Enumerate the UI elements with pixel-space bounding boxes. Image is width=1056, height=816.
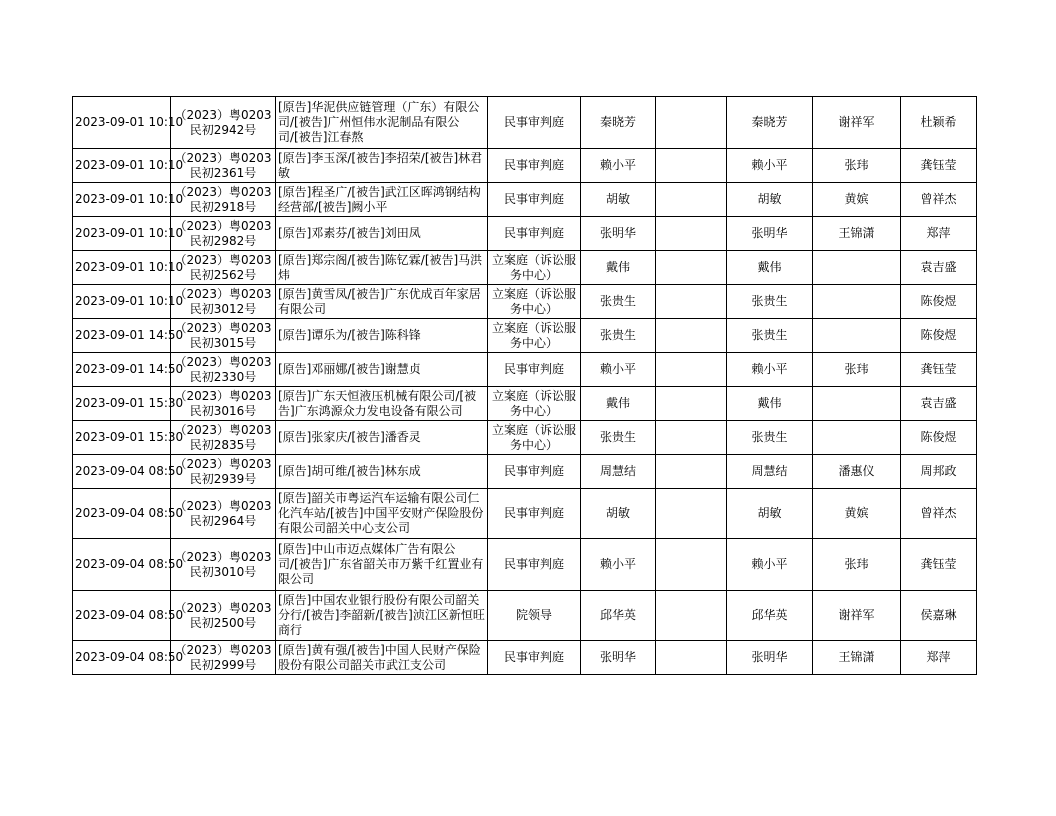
hearing-time-cell: 2023-09-04 08:50 <box>73 591 171 641</box>
case-number-cell: （2023）粤0203民初3016号 <box>171 387 276 421</box>
table-row <box>73 539 977 591</box>
panel-member-cell <box>813 421 901 455</box>
presiding-judge-cell: 胡敏 <box>727 183 813 217</box>
parties-cell: [原告]张家庆/[被告]潘香灵 <box>276 421 488 455</box>
parties-cell: [原告]郑宗阁/[被告]陈钇霖/[被告]马洪炜 <box>276 251 488 285</box>
clerk-cell: 郑萍 <box>901 217 977 251</box>
case-number-cell: （2023）粤0203民初2982号 <box>171 217 276 251</box>
department-cell: 立案庭（诉讼服务中心） <box>488 285 581 319</box>
undertaking-judge-cell: 胡敏 <box>581 183 656 217</box>
hearing-time-cell: 2023-09-01 14:50 <box>73 353 171 387</box>
hearing-time-cell: 2023-09-01 14:50 <box>73 319 171 353</box>
presiding-judge-cell: 戴伟 <box>727 251 813 285</box>
parties-cell: [原告]黄有强/[被告]中国人民财产保险股份有限公司韶关市武江支公司 <box>276 641 488 675</box>
panel-member-cell: 王锦潇 <box>813 217 901 251</box>
hearing-time-cell: 2023-09-04 08:50 <box>73 539 171 591</box>
blank-cell-cell <box>656 641 727 675</box>
presiding-judge-cell: 张贵生 <box>727 421 813 455</box>
blank-cell-cell <box>656 251 727 285</box>
undertaking-judge-cell: 张明华 <box>581 641 656 675</box>
hearing-time-cell: 2023-09-01 10:10 <box>73 217 171 251</box>
case-number-cell: （2023）粤0203民初3012号 <box>171 285 276 319</box>
blank-cell-cell <box>656 489 727 539</box>
clerk-cell: 侯嘉琳 <box>901 591 977 641</box>
parties-cell: [原告]华泥供应链管理（广东）有限公司/[被告]广州恒伟水泥制品有限公司/[被告]江春熬 <box>276 97 488 149</box>
department-cell: 民事审判庭 <box>488 641 581 675</box>
hearing-time-cell: 2023-09-01 15:30 <box>73 387 171 421</box>
table-row <box>73 387 977 421</box>
parties-cell: [原告]谭乐为/[被告]陈科锋 <box>276 319 488 353</box>
case-number-cell: （2023）粤0203民初2361号 <box>171 149 276 183</box>
table-row <box>73 149 977 183</box>
table-row <box>73 353 977 387</box>
blank-cell-cell <box>656 97 727 149</box>
presiding-judge-cell: 周慧结 <box>727 455 813 489</box>
hearing-time-cell: 2023-09-04 08:50 <box>73 455 171 489</box>
panel-member-cell: 潘惠仪 <box>813 455 901 489</box>
parties-cell: [原告]中国农业银行股份有限公司韶关分行/[被告]李韶新/[被告]浈江区新恒旺商行 <box>276 591 488 641</box>
undertaking-judge-cell: 张贵生 <box>581 285 656 319</box>
case-number-cell: （2023）粤0203民初2562号 <box>171 251 276 285</box>
undertaking-judge-cell: 戴伟 <box>581 251 656 285</box>
hearing-time-cell: 2023-09-04 08:50 <box>73 489 171 539</box>
parties-cell: [原告]李玉深/[被告]李招荣/[被告]林君敏 <box>276 149 488 183</box>
table-row <box>73 591 977 641</box>
undertaking-judge-cell: 赖小平 <box>581 539 656 591</box>
blank-cell-cell <box>656 455 727 489</box>
case-number-cell: （2023）粤0203民初2939号 <box>171 455 276 489</box>
presiding-judge-cell: 张明华 <box>727 217 813 251</box>
department-cell: 民事审判庭 <box>488 149 581 183</box>
hearing-time-cell: 2023-09-01 10:10 <box>73 149 171 183</box>
undertaking-judge-cell: 张贵生 <box>581 319 656 353</box>
hearing-time-cell: 2023-09-01 15:30 <box>73 421 171 455</box>
parties-cell: [原告]胡可维/[被告]林东成 <box>276 455 488 489</box>
department-cell: 民事审判庭 <box>488 489 581 539</box>
presiding-judge-cell: 张贵生 <box>727 285 813 319</box>
undertaking-judge-cell: 邱华英 <box>581 591 656 641</box>
case-number-cell: （2023）粤0203民初2964号 <box>171 489 276 539</box>
blank-cell-cell <box>656 149 727 183</box>
clerk-cell: 龚钰莹 <box>901 149 977 183</box>
parties-cell: [原告]黄雪凤/[被告]广东优成百年家居有限公司 <box>276 285 488 319</box>
department-cell: 民事审判庭 <box>488 353 581 387</box>
department-cell: 立案庭（诉讼服务中心） <box>488 251 581 285</box>
blank-cell-cell <box>656 183 727 217</box>
undertaking-judge-cell: 赖小平 <box>581 353 656 387</box>
undertaking-judge-cell: 周慧结 <box>581 455 656 489</box>
blank-cell-cell <box>656 591 727 641</box>
presiding-judge-cell: 戴伟 <box>727 387 813 421</box>
blank-cell-cell <box>656 285 727 319</box>
blank-cell-cell <box>656 539 727 591</box>
panel-member-cell <box>813 387 901 421</box>
undertaking-judge-cell: 张贵生 <box>581 421 656 455</box>
clerk-cell: 陈俊煜 <box>901 319 977 353</box>
hearing-time-cell: 2023-09-01 10:10 <box>73 251 171 285</box>
table-row <box>73 183 977 217</box>
presiding-judge-cell: 胡敏 <box>727 489 813 539</box>
table-row <box>73 455 977 489</box>
panel-member-cell: 张玮 <box>813 353 901 387</box>
blank-cell-cell <box>656 421 727 455</box>
blank-cell-cell <box>656 319 727 353</box>
presiding-judge-cell: 张贵生 <box>727 319 813 353</box>
hearing-schedule-table <box>72 96 977 675</box>
table-row <box>73 489 977 539</box>
table-row <box>73 97 977 149</box>
department-cell: 民事审判庭 <box>488 97 581 149</box>
department-cell: 立案庭（诉讼服务中心） <box>488 387 581 421</box>
undertaking-judge-cell: 秦晓芳 <box>581 97 656 149</box>
clerk-cell: 周邦政 <box>901 455 977 489</box>
case-number-cell: （2023）粤0203民初2330号 <box>171 353 276 387</box>
panel-member-cell <box>813 319 901 353</box>
department-cell: 民事审判庭 <box>488 183 581 217</box>
clerk-cell: 曾祥杰 <box>901 183 977 217</box>
panel-member-cell: 张玮 <box>813 539 901 591</box>
parties-cell: [原告]韶关市粤运汽车运输有限公司仁化汽车站/[被告]中国平安财产保险股份有限公司韶关中心支公司 <box>276 489 488 539</box>
case-number-cell: （2023）粤0203民初2999号 <box>171 641 276 675</box>
undertaking-judge-cell: 赖小平 <box>581 149 656 183</box>
case-number-cell: （2023）粤0203民初3015号 <box>171 319 276 353</box>
case-number-cell: （2023）粤0203民初2835号 <box>171 421 276 455</box>
case-number-cell: （2023）粤0203民初3010号 <box>171 539 276 591</box>
table-row <box>73 251 977 285</box>
presiding-judge-cell: 赖小平 <box>727 539 813 591</box>
clerk-cell: 陈俊煜 <box>901 285 977 319</box>
parties-cell: [原告]程圣广/[被告]武江区晖鸿钢结构经营部/[被告]阙小平 <box>276 183 488 217</box>
undertaking-judge-cell: 胡敏 <box>581 489 656 539</box>
blank-cell-cell <box>656 387 727 421</box>
presiding-judge-cell: 邱华英 <box>727 591 813 641</box>
table-row <box>73 421 977 455</box>
panel-member-cell: 张玮 <box>813 149 901 183</box>
blank-cell-cell <box>656 353 727 387</box>
hearing-time-cell: 2023-09-01 10:10 <box>73 97 171 149</box>
presiding-judge-cell: 赖小平 <box>727 149 813 183</box>
clerk-cell: 曾祥杰 <box>901 489 977 539</box>
department-cell: 立案庭（诉讼服务中心） <box>488 319 581 353</box>
department-cell: 立案庭（诉讼服务中心） <box>488 421 581 455</box>
panel-member-cell: 谢祥军 <box>813 97 901 149</box>
department-cell: 院领导 <box>488 591 581 641</box>
table-row <box>73 285 977 319</box>
clerk-cell: 袁吉盛 <box>901 387 977 421</box>
table-row <box>73 641 977 675</box>
presiding-judge-cell: 张明华 <box>727 641 813 675</box>
table-body <box>73 97 977 675</box>
panel-member-cell: 黄嫔 <box>813 183 901 217</box>
panel-member-cell: 谢祥军 <box>813 591 901 641</box>
panel-member-cell <box>813 285 901 319</box>
panel-member-cell: 黄嫔 <box>813 489 901 539</box>
clerk-cell: 龚钰莹 <box>901 353 977 387</box>
department-cell: 民事审判庭 <box>488 455 581 489</box>
clerk-cell: 袁吉盛 <box>901 251 977 285</box>
clerk-cell: 龚钰莹 <box>901 539 977 591</box>
department-cell: 民事审判庭 <box>488 539 581 591</box>
table-row <box>73 217 977 251</box>
panel-member-cell: 王锦潇 <box>813 641 901 675</box>
panel-member-cell <box>813 251 901 285</box>
table-row <box>73 319 977 353</box>
clerk-cell: 杜颖希 <box>901 97 977 149</box>
case-number-cell: （2023）粤0203民初2500号 <box>171 591 276 641</box>
presiding-judge-cell: 秦晓芳 <box>727 97 813 149</box>
clerk-cell: 陈俊煜 <box>901 421 977 455</box>
case-number-cell: （2023）粤0203民初2942号 <box>171 97 276 149</box>
parties-cell: [原告]邓素芬/[被告]刘田凤 <box>276 217 488 251</box>
undertaking-judge-cell: 张明华 <box>581 217 656 251</box>
hearing-time-cell: 2023-09-01 10:10 <box>73 285 171 319</box>
clerk-cell: 郑萍 <box>901 641 977 675</box>
department-cell: 民事审判庭 <box>488 217 581 251</box>
parties-cell: [原告]邓丽娜/[被告]谢慧贞 <box>276 353 488 387</box>
hearing-time-cell: 2023-09-01 10:10 <box>73 183 171 217</box>
parties-cell: [原告]广东天恒液压机械有限公司/[被告]广东鸿源众力发电设备有限公司 <box>276 387 488 421</box>
undertaking-judge-cell: 戴伟 <box>581 387 656 421</box>
case-number-cell: （2023）粤0203民初2918号 <box>171 183 276 217</box>
presiding-judge-cell: 赖小平 <box>727 353 813 387</box>
blank-cell-cell <box>656 217 727 251</box>
parties-cell: [原告]中山市迈点媒体广告有限公司/[被告]广东省韶关市万紫千红置业有限公司 <box>276 539 488 591</box>
hearing-time-cell: 2023-09-04 08:50 <box>73 641 171 675</box>
